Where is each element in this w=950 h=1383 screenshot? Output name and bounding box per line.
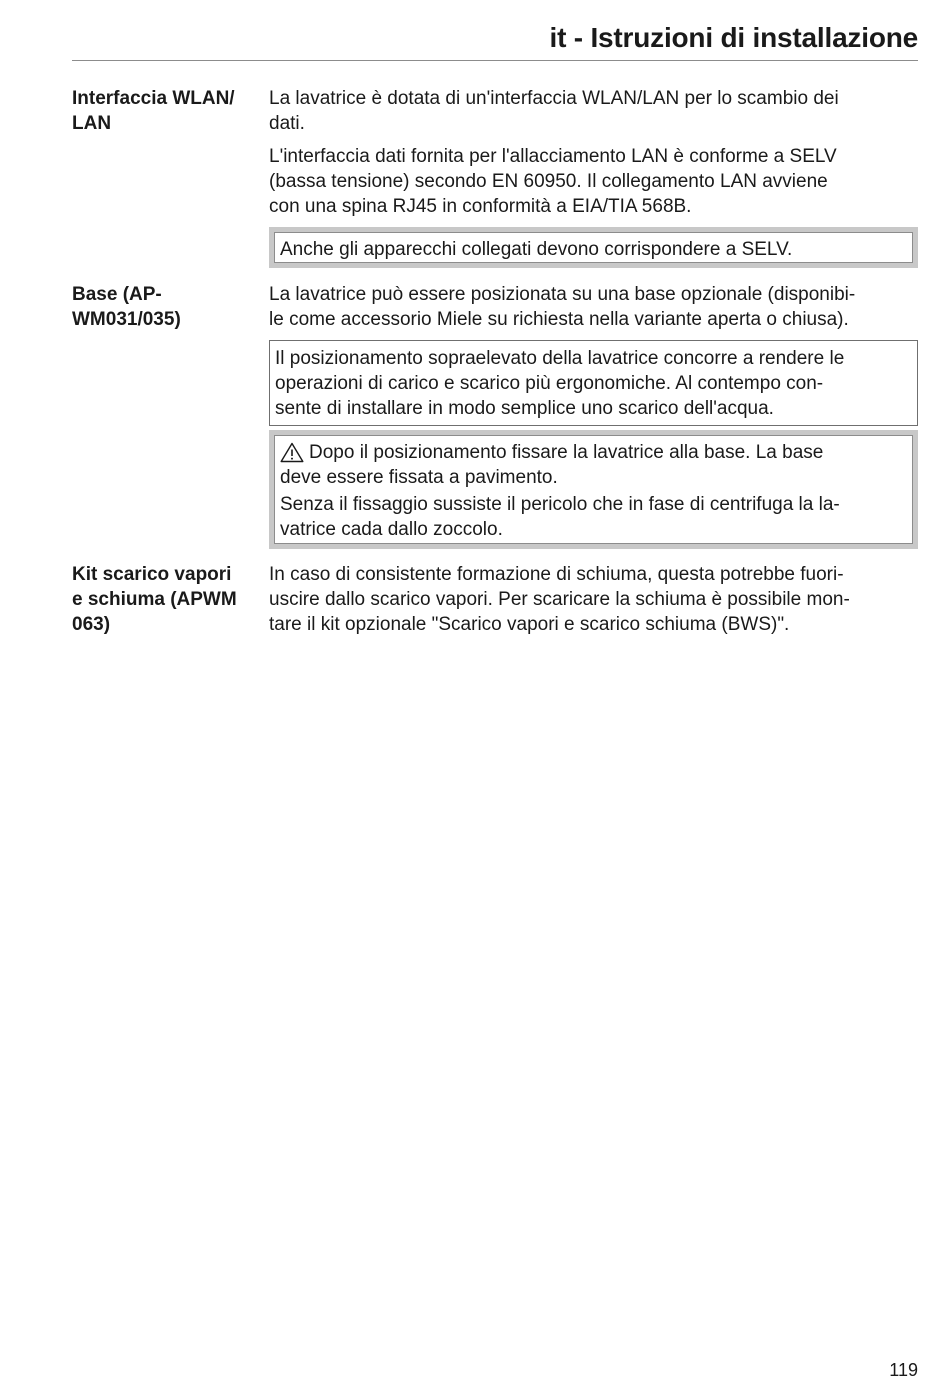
warning-triangle-icon xyxy=(280,442,304,463)
section-label-wlan-lan xyxy=(72,86,262,136)
text-line: dati. xyxy=(269,113,305,134)
text-line: tare il kit opzionale "Scarico vapori e scarico schiuma (BWS)". xyxy=(269,614,790,635)
selv-note-box xyxy=(269,227,918,268)
label-line: LAN xyxy=(72,113,112,134)
text-line: La lavatrice è dotata di un'interfaccia WLAN/LAN per lo scambio dei xyxy=(269,88,839,109)
warning-line: Dopo il posizionamento fissare la lavatrice alla base. La base xyxy=(309,442,824,463)
base-paragraph xyxy=(269,282,929,332)
info-line: Il posizionamento sopraelevato della lavatrice concorre a rendere le xyxy=(275,348,845,369)
text-line: uscire dallo scarico vapori. Per scaricare la schiuma è possibile mon- xyxy=(269,589,850,610)
warning-line: Senza il fissaggio sussiste il pericolo che in fase di centrifuga la la- xyxy=(280,494,840,515)
warning-line: vatrice cada dallo zoccolo. xyxy=(280,519,503,540)
page-title: it - Istruzioni di installazione xyxy=(549,22,918,53)
kit-paragraph xyxy=(269,562,929,637)
info-line: sente di installare in modo semplice uno scarico dell'acqua. xyxy=(275,398,774,419)
text-line: In caso di consistente formazione di schiuma, questa potrebbe fuori- xyxy=(269,564,844,585)
warning-line: deve essere fissata a pavimento. xyxy=(280,467,558,488)
note-line: Anche gli apparecchi collegati devono corrispondere a SELV. xyxy=(280,239,793,260)
section-label-kit-scarico xyxy=(72,562,262,637)
text-line: con una spina RJ45 in conformità a EIA/TIA 568B. xyxy=(269,196,692,217)
wlan-paragraph-1 xyxy=(269,86,929,136)
label-line: e schiuma (APWM xyxy=(72,589,237,610)
page-number: 119 xyxy=(889,1360,918,1380)
text-line: le come accessorio Miele su richiesta nella variante aperta o chiusa). xyxy=(269,309,849,330)
page-header xyxy=(72,18,918,61)
label-line: WM031/035) xyxy=(72,309,181,330)
wlan-paragraph-2 xyxy=(269,144,929,219)
info-line: operazioni di carico e scarico più ergonomiche. Al contempo con- xyxy=(275,373,824,394)
text-line: L'interfaccia dati fornita per l'allacciamento LAN è conforme a SELV xyxy=(269,146,837,167)
warning-box xyxy=(269,430,918,549)
label-line: Kit scarico vapori xyxy=(72,564,232,585)
label-line: Interfaccia WLAN/ xyxy=(72,88,235,109)
label-line: Base (AP- xyxy=(72,284,162,305)
text-line: La lavatrice può essere posizionata su una base opzionale (disponibi- xyxy=(269,284,856,305)
section-label-base xyxy=(72,282,262,332)
ergonomic-info-box xyxy=(269,340,918,426)
label-line: 063) xyxy=(72,614,111,635)
text-line: (bassa tensione) secondo EN 60950. Il collegamento LAN avviene xyxy=(269,171,828,192)
